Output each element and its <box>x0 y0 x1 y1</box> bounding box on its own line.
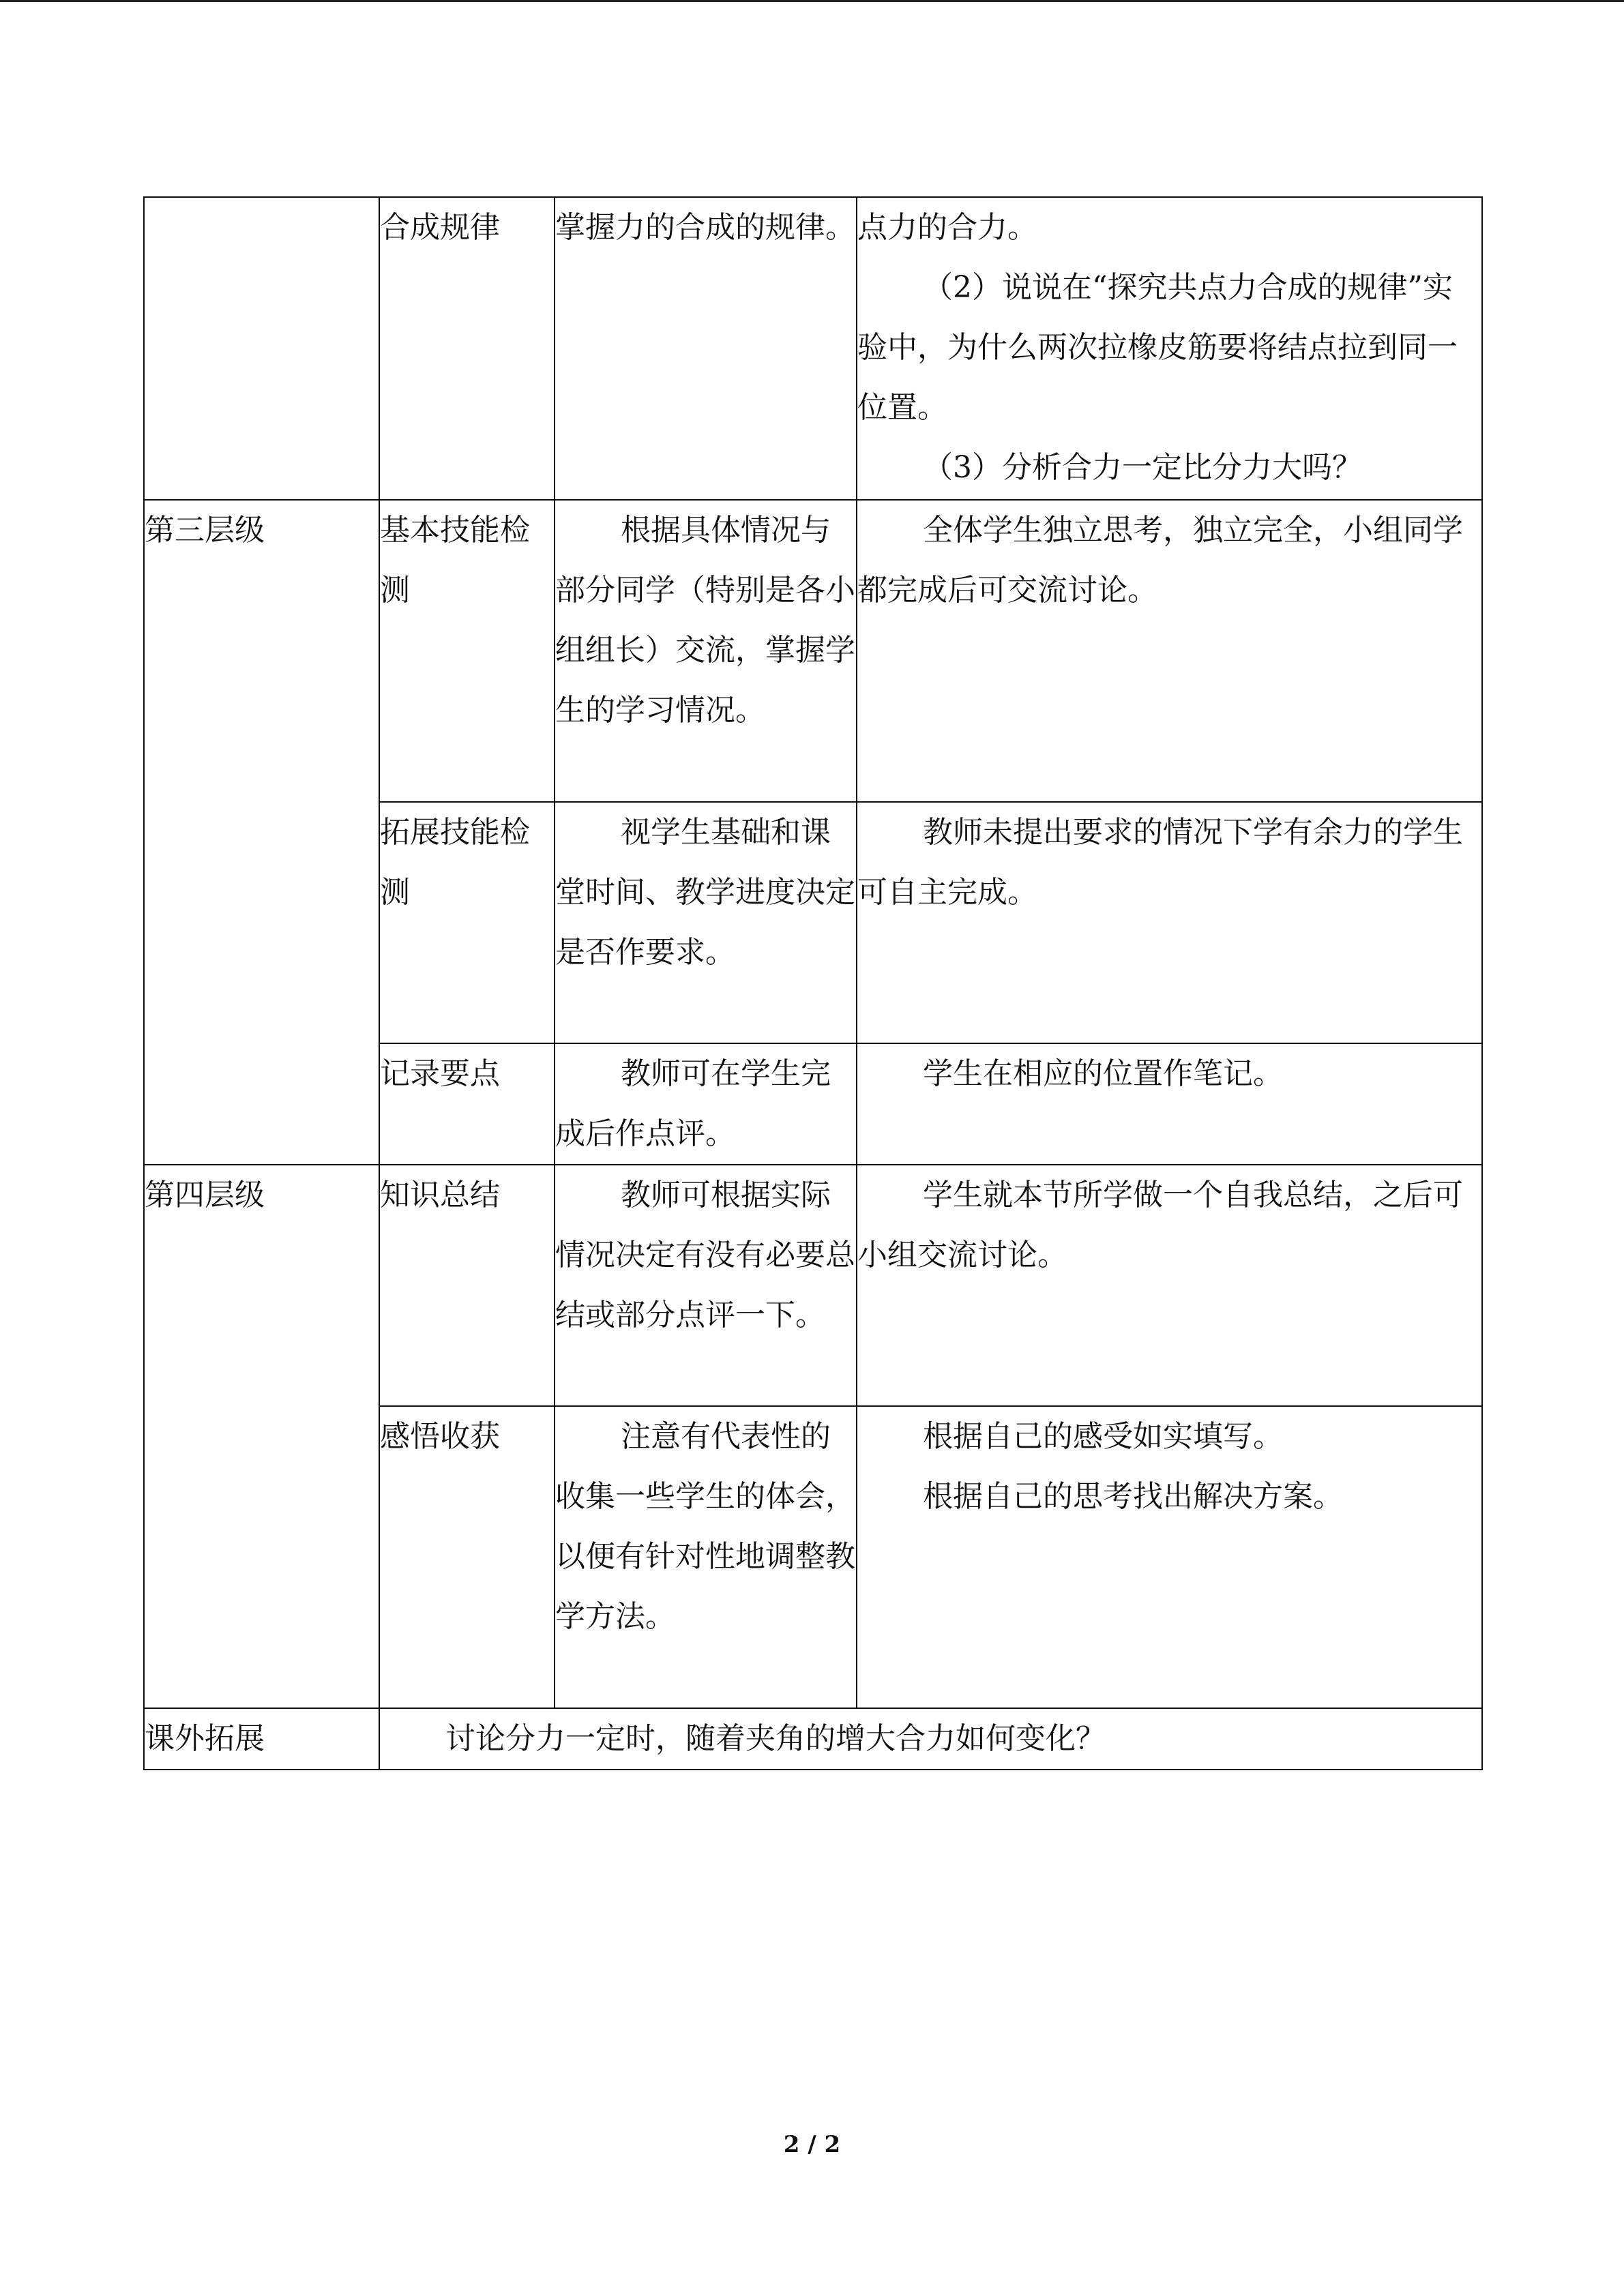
item-cell: 基本技能检测 <box>379 500 555 802</box>
extension-label-cell: 课外拓展 <box>144 1708 379 1770</box>
level-label-cell: 第三层级 <box>144 500 379 1165</box>
teacher-activity-text: 视学生基础和课堂时间、教学进度决定是否作要求。 <box>555 815 855 970</box>
student-activity-text: 根据自己的思考找出解决方案。 <box>923 1479 1343 1514</box>
student-activity-cell <box>857 1165 1482 1406</box>
student-activity-text: 根据自己的感受如实填写。 <box>923 1419 1283 1454</box>
student-activity-cell <box>857 500 1482 802</box>
level-cell-empty <box>144 197 379 500</box>
extension-content-cell <box>379 1708 1482 1770</box>
table-row <box>144 500 1482 802</box>
item-cell: 合成规律 <box>379 197 555 500</box>
student-activity-text: 学生就本节所学做一个自我总结，之后可小组交流讨论。 <box>857 1178 1463 1272</box>
student-activity-text: 教师未提出要求的情况下学有余力的学生可自主完成。 <box>857 815 1463 910</box>
teacher-activity-cell: 掌握力的合成的规律。 <box>555 197 857 500</box>
table-row <box>144 1708 1482 1770</box>
teacher-activity-text: 教师可根据实际情况决定有没有必要总结或部分点评一下。 <box>555 1178 855 1332</box>
student-activity-text: 全体学生独立思考，独立完全，小组同学都完成后可交流讨论。 <box>857 513 1463 608</box>
item-cell: 拓展技能检测 <box>379 802 555 1043</box>
teacher-activity-text: 注意有代表性的收集一些学生的体会，以便有针对性地调整教学方法。 <box>555 1419 855 1634</box>
student-activity-text: 学生在相应的位置作笔记。 <box>923 1056 1283 1091</box>
item-cell: 感悟收获 <box>379 1406 555 1708</box>
teacher-activity-cell <box>555 500 857 802</box>
student-activity-text: （3）分析合力一定比分力大吗？ <box>923 450 1362 485</box>
teacher-activity-text: 教师可在学生完成后作点评。 <box>555 1056 831 1151</box>
student-activity-cell <box>857 1406 1482 1708</box>
item-cell: 记录要点 <box>379 1043 555 1165</box>
top-border-line <box>0 0 1624 2</box>
teacher-activity-cell <box>555 1165 857 1406</box>
extension-content-text: 讨论分力一定时，随着夹角的增大合力如何变化？ <box>445 1721 1106 1756</box>
student-activity-cell <box>857 802 1482 1043</box>
level-label-cell: 第四层级 <box>144 1165 379 1708</box>
teacher-activity-text: 根据具体情况与部分同学（特别是各小组组长）交流，掌握学生的学习情况。 <box>555 513 855 728</box>
table-row <box>144 197 1482 500</box>
teacher-activity-cell <box>555 1043 857 1165</box>
teacher-activity-cell <box>555 1406 857 1708</box>
student-activity-text: （2）说说在“探究共点力合成的规律”实验中，为什么两次拉橡皮筋要将结点拉到同一位置。 <box>857 270 1458 425</box>
teacher-activity-cell <box>555 802 857 1043</box>
item-cell: 知识总结 <box>379 1165 555 1406</box>
table-row <box>144 1165 1482 1406</box>
student-activity-cell <box>857 197 1482 500</box>
student-activity-text: 点力的合力。 <box>857 210 1037 245</box>
student-activity-cell <box>857 1043 1482 1165</box>
page-number: 2 / 2 <box>783 2131 841 2158</box>
lesson-plan-table <box>143 196 1483 1770</box>
